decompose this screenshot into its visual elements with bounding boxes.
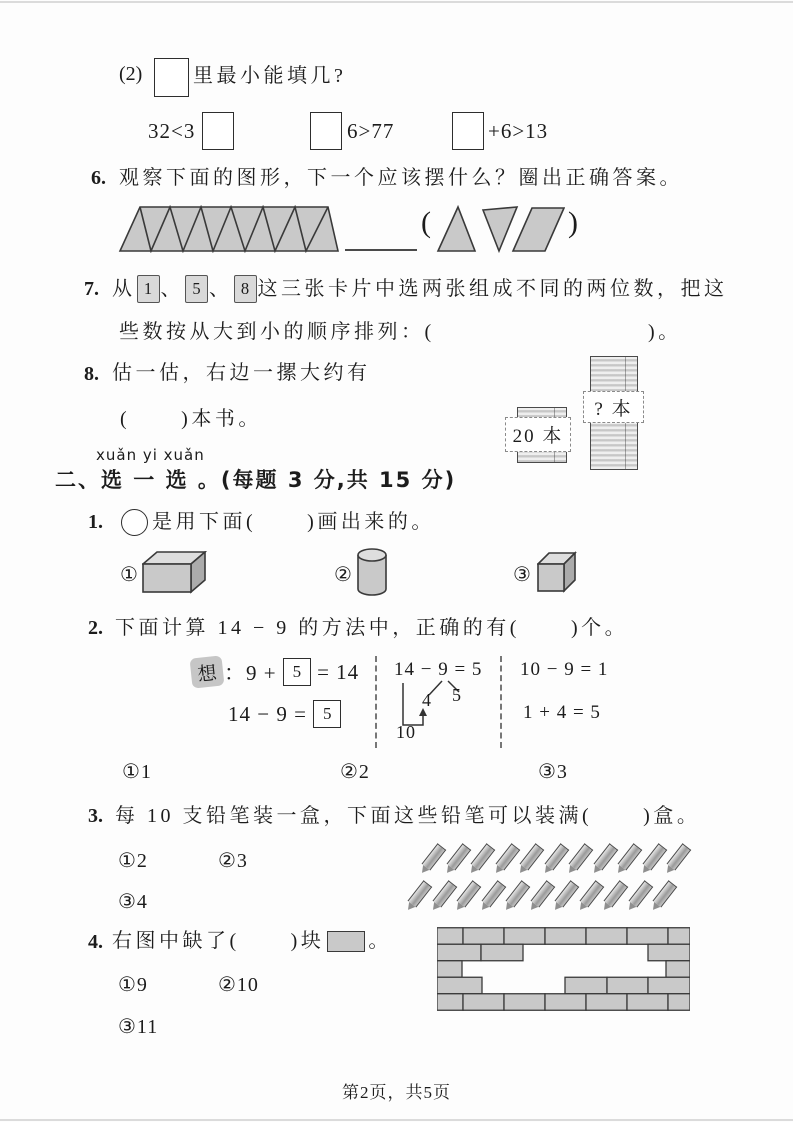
brick <box>437 977 482 994</box>
option-2: ②3 <box>218 850 248 872</box>
expression-3-text: +6>13 <box>488 118 549 143</box>
brick <box>437 944 481 961</box>
dashed-divider <box>500 656 502 748</box>
question-line-2-close: )。 <box>648 321 682 343</box>
brick <box>545 994 586 1011</box>
answer-box <box>310 112 342 150</box>
drawn-circle-icon <box>121 509 148 536</box>
boxed-answer: 5 <box>283 658 311 686</box>
pencil-icon <box>527 880 555 912</box>
pencil-icon <box>625 880 653 912</box>
paren-close: ) <box>568 206 578 239</box>
option-3: ③11 <box>118 1016 159 1038</box>
brick <box>565 977 607 994</box>
number-card-1: 1 <box>137 275 160 303</box>
question-number: 6. <box>91 167 106 189</box>
scan-edge-bottom <box>0 1119 793 1121</box>
option-1: ①1 <box>122 761 152 783</box>
brick <box>437 961 462 978</box>
method-1-line-2 <box>228 700 341 728</box>
option-3: ③4 <box>118 891 148 913</box>
pencil-icon <box>443 843 471 875</box>
expression-1-text: 32<3 <box>148 118 196 143</box>
option-2: ②2 <box>340 761 370 783</box>
pencil-grid <box>408 840 708 918</box>
question-number: 7. <box>84 278 99 300</box>
brick <box>545 928 586 945</box>
equation-text: 1 + 4 = 5 <box>523 702 601 723</box>
answer-box <box>154 58 189 97</box>
brick <box>648 977 690 994</box>
equation-text: 10 − 9 = 1 <box>520 659 609 680</box>
brick <box>607 977 648 994</box>
method-1-line-1 <box>224 657 359 687</box>
question-number: 4. <box>88 931 103 953</box>
triangle-up-icon <box>438 207 475 251</box>
pencil-icon <box>492 843 520 875</box>
option-2: ②10 <box>218 974 259 996</box>
brick <box>648 944 690 961</box>
pencil-icon <box>429 880 457 912</box>
number-card-8: 8 <box>234 275 257 303</box>
brick <box>668 994 690 1011</box>
paren-open: ( <box>421 206 431 239</box>
brick <box>481 944 523 961</box>
brick <box>586 994 627 1011</box>
separator: 、 <box>160 277 184 300</box>
pinyin: xuǎn yi xuǎn <box>96 446 205 464</box>
item-label-2: ② <box>334 564 353 586</box>
triangle-pattern-strip <box>118 205 343 253</box>
brick <box>666 961 690 978</box>
question-line-2: 些数按从大到小的顺序排列：( <box>119 321 435 343</box>
branch-number-4: 4 <box>422 690 432 710</box>
item-label-1: ① <box>120 564 139 586</box>
question-text: 观察下面的图形，下一个应该摆什么？圈出正确答案。 <box>119 167 683 189</box>
answer-box <box>202 112 234 150</box>
answer-shape-choices <box>433 204 565 254</box>
expression-1 <box>148 112 234 150</box>
equation-text: ：9 + <box>224 661 283 685</box>
question-number: 2. <box>88 617 103 639</box>
question-text-row <box>112 929 392 954</box>
pencil-icon <box>541 843 569 875</box>
brick <box>437 994 463 1011</box>
parallelogram-icon <box>513 208 564 251</box>
brick <box>627 994 668 1011</box>
book-stack-small-label: 20 本 <box>505 417 571 452</box>
think-bubble-icon: 想 <box>190 655 225 688</box>
brick-wall-svg <box>437 927 690 1011</box>
scan-edge-top <box>0 1 793 3</box>
question-line-1: 估一估，右边一摞大约有 <box>112 362 371 384</box>
brick <box>504 928 545 945</box>
brick <box>586 928 627 945</box>
page-footer: 第2页，共5页 <box>342 1083 451 1102</box>
equation-text: = 14 <box>310 659 360 684</box>
branch-number-5: 5 <box>452 685 462 705</box>
blank-line <box>345 249 417 251</box>
brick <box>437 928 463 945</box>
cylinder-icon <box>356 547 388 597</box>
question-number: 1. <box>88 511 103 533</box>
pencil-icon <box>418 843 446 875</box>
book-stack-tall-label: ? 本 <box>583 391 644 423</box>
option-1: ①9 <box>118 974 148 996</box>
question-number: 3. <box>88 805 103 827</box>
question-text: 里最小能填几? <box>193 65 347 87</box>
pencil-icon <box>639 843 667 875</box>
option-1: ①2 <box>118 850 148 872</box>
text: 这三张卡片中选两张组成不同的两位数，把这 <box>257 277 728 300</box>
separator: 、 <box>209 277 233 300</box>
item-label-3: ③ <box>513 564 532 586</box>
brick <box>463 994 504 1011</box>
number-card-5: 5 <box>185 275 208 303</box>
question-text: 每 10 支铅笔装一盒，下面这些铅笔可以装满( )盒。 <box>115 805 701 827</box>
cube-icon <box>537 551 577 593</box>
question-number: 8. <box>84 363 99 385</box>
answer-box <box>452 112 484 150</box>
expression-3 <box>452 112 548 150</box>
question-line-2: ( )本书。 <box>120 408 262 430</box>
triangle-down-icon <box>483 207 517 251</box>
pencil-icon <box>404 880 432 912</box>
question-text: 是用下面( )画出来的。 <box>152 511 435 533</box>
equation-text: 14 − 9 = 5 <box>394 659 483 680</box>
brick <box>463 928 504 945</box>
dashed-divider <box>375 656 377 748</box>
brick <box>504 994 545 1011</box>
pencil-icon <box>576 880 604 912</box>
equation-text: 14 − 9 = <box>228 701 314 726</box>
question-text: 下面计算 14 − 9 的方法中，正确的有( )个。 <box>115 617 629 639</box>
brick <box>668 928 690 945</box>
brick <box>627 928 668 945</box>
expression-2-text: 6>77 <box>347 118 395 143</box>
boxed-answer: 5 <box>313 700 341 728</box>
question-text-end: 。 <box>368 930 392 952</box>
sub-question-number: (2) <box>119 63 143 85</box>
expression-2 <box>310 112 394 150</box>
question-line-1 <box>112 275 728 303</box>
option-3: ③3 <box>538 761 568 783</box>
brick-icon <box>327 931 365 952</box>
question-text: 右图中缺了( )块 <box>112 930 325 952</box>
text: 从 <box>112 277 136 300</box>
branch-number-10: 10 <box>396 722 416 742</box>
pencil-icon <box>590 843 618 875</box>
cuboid-icon <box>142 551 208 594</box>
section-title: 二、选 一 选 。(每题 3 分,共 15 分) <box>55 468 457 492</box>
pencil-icon <box>478 880 506 912</box>
